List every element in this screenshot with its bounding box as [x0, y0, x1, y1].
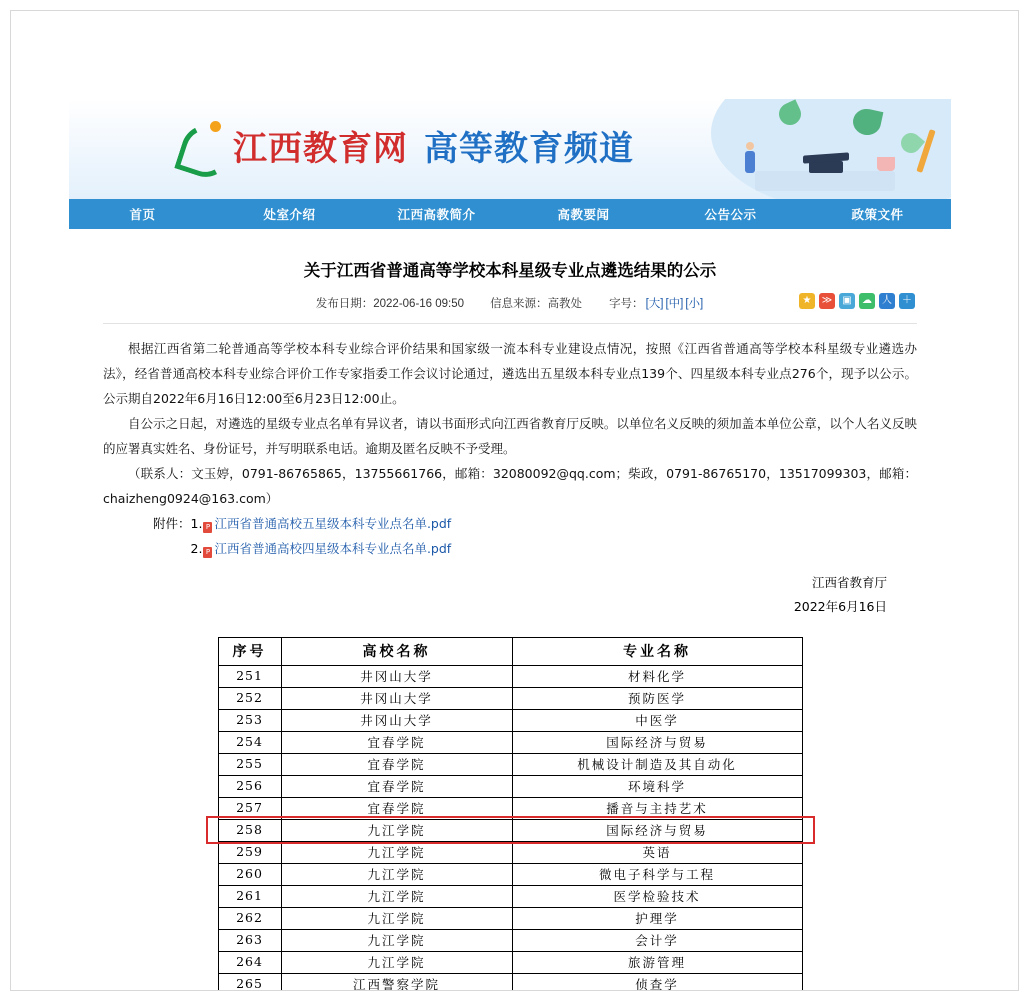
- cell-no: 263: [218, 929, 281, 951]
- nav-home[interactable]: 首页: [129, 208, 156, 222]
- logo-text-red: 江西教育网: [233, 128, 408, 169]
- banner-illustration: [691, 99, 951, 199]
- pdf-icon: P: [203, 522, 212, 533]
- table-row: [218, 841, 802, 863]
- table-row: [218, 885, 802, 907]
- cell-school: 宜春学院: [281, 775, 512, 797]
- cell-no: 256: [218, 775, 281, 797]
- attachments-label: 附件：: [153, 516, 191, 531]
- table-header-row: [218, 637, 802, 665]
- cell-no: 261: [218, 885, 281, 907]
- share-bar: [799, 293, 915, 309]
- article-body: [103, 336, 917, 511]
- cell-major: 旅游管理: [512, 951, 802, 973]
- table-row: [218, 797, 802, 819]
- cell-major: 护理学: [512, 907, 802, 929]
- th-major: 专业名称: [512, 637, 802, 665]
- table-row: [218, 709, 802, 731]
- article: [69, 229, 951, 991]
- th-no: 序号: [218, 637, 281, 665]
- article-meta: [103, 295, 917, 319]
- font-size-small-button[interactable]: [小]: [685, 298, 704, 310]
- cell-school: 九江学院: [281, 951, 512, 973]
- document-page: [10, 10, 1019, 991]
- nav-announcements[interactable]: 公告公示: [704, 208, 757, 222]
- font-size-label: 字号：: [609, 298, 644, 310]
- cell-major: 预防医学: [512, 687, 802, 709]
- th-school: 高校名称: [281, 637, 512, 665]
- meta-divider: [103, 323, 917, 324]
- site-logo[interactable]: [179, 119, 634, 171]
- attachment-2-link[interactable]: 江西省普通高校四星级本科专业点名单.pdf: [214, 541, 452, 556]
- cell-no: 265: [218, 973, 281, 991]
- cell-major: 微电子科学与工程: [512, 863, 802, 885]
- rss-icon[interactable]: ≫: [819, 293, 835, 309]
- site-banner: [69, 99, 951, 199]
- cell-major: 播音与主持艺术: [512, 797, 802, 819]
- cell-major: 国际经济与贸易: [512, 819, 802, 841]
- table-row-highlighted: [218, 819, 802, 841]
- cell-major: 英语: [512, 841, 802, 863]
- cell-school: 江西警察学院: [281, 973, 512, 991]
- main-nav: [69, 199, 951, 229]
- attachment-row-2: [191, 536, 918, 561]
- cell-school: 九江学院: [281, 885, 512, 907]
- cell-school: 九江学院: [281, 819, 512, 841]
- cell-major: 环境科学: [512, 775, 802, 797]
- attachment-row-1: [153, 511, 917, 536]
- website-content: [69, 99, 951, 991]
- cell-major: 机械设计制造及其自动化: [512, 753, 802, 775]
- cell-no: 251: [218, 665, 281, 687]
- table-row: [218, 775, 802, 797]
- cell-no: 254: [218, 731, 281, 753]
- cell-no: 253: [218, 709, 281, 731]
- cell-school: 井冈山大学: [281, 709, 512, 731]
- cell-major: 侦查学: [512, 973, 802, 991]
- cell-no: 258: [218, 819, 281, 841]
- paragraph-2: 自公示之日起，对遴选的星级专业点名单有异议者，请以书面形式向江西省教育厅反映。以单位名义反映的须加盖本单位公章，以个人名义反映的应署真实姓名、身份证号，并写明联系电话。逾期及匿名反映不予受理。: [103, 416, 917, 456]
- publish-date: [316, 295, 464, 311]
- attachment-1-link[interactable]: 江西省普通高校五星级本科专业点名单.pdf: [214, 516, 452, 531]
- cell-major: 医学检验技术: [512, 885, 802, 907]
- cell-no: 260: [218, 863, 281, 885]
- cell-school: 宜春学院: [281, 753, 512, 775]
- source-value: 高教处: [547, 298, 583, 310]
- paragraph-1: 根据江西省第二轮普通高等学校本科专业综合评价结果和国家级一流本科专业建设点情况，按照《江西省普通高等学校本科星级专业遴选办法》，经省普通高校本科专业综合评价工作专家指委工作会议讨论通过，遴选出五星级本科专业点139个、四星级本科专业点276个，现予以公示。公示期自2022年6月16日12:00至6月23日12:00止。: [103, 341, 917, 406]
- majors-table-wrap: [218, 637, 803, 992]
- cell-no: 264: [218, 951, 281, 973]
- publish-date-value: 2022-06-16 09:50: [373, 298, 465, 310]
- cell-no: 257: [218, 797, 281, 819]
- table-row: [218, 687, 802, 709]
- publish-date-label: 发布日期：: [315, 298, 374, 310]
- source: [490, 295, 582, 311]
- cell-no: 255: [218, 753, 281, 775]
- cell-school: 宜春学院: [281, 797, 512, 819]
- cell-major: 会计学: [512, 929, 802, 951]
- cell-no: 262: [218, 907, 281, 929]
- cell-school: 井冈山大学: [281, 687, 512, 709]
- cell-major: 材料化学: [512, 665, 802, 687]
- table-row: [218, 665, 802, 687]
- nav-policy-documents[interactable]: 政策文件: [851, 208, 904, 222]
- source-label: 信息来源：: [490, 298, 548, 310]
- cell-no: 252: [218, 687, 281, 709]
- signature-org: 江西省教育厅: [811, 575, 887, 590]
- favorites-icon[interactable]: ★: [799, 293, 815, 309]
- nav-higher-edu-news[interactable]: 高教要闻: [557, 208, 610, 222]
- cell-school: 九江学院: [281, 929, 512, 951]
- table-row: [218, 951, 802, 973]
- cell-no: 259: [218, 841, 281, 863]
- cell-school: 井冈山大学: [281, 665, 512, 687]
- table-row: [218, 929, 802, 951]
- cell-school: 九江学院: [281, 907, 512, 929]
- attachment-2-index: 2.: [190, 541, 203, 556]
- page-title: 关于江西省普通高等学校本科星级专业点遴选结果的公示: [303, 261, 717, 280]
- font-size-medium-button[interactable]: [中]: [665, 298, 684, 310]
- more-share-icon[interactable]: ＋: [899, 293, 915, 309]
- table-row: [218, 731, 802, 753]
- table-row: [218, 863, 802, 885]
- logo-text-blue: 高等教育频道: [424, 128, 634, 169]
- pdf-icon: P: [203, 547, 212, 558]
- attachment-1-index: 1.: [190, 516, 203, 531]
- cell-school: 九江学院: [281, 863, 512, 885]
- paragraph-3: （联系人：文玉婷，0791-86765865，13755661766，邮箱：32080092@qq.com；柴政，0791-86765170，13517099303，邮箱：chaizheng0924@163.com）: [103, 466, 917, 506]
- font-size-large-button[interactable]: [大]: [645, 298, 664, 310]
- renren-icon[interactable]: 人: [879, 293, 895, 309]
- signature-date: 2022年6月16日: [793, 598, 887, 614]
- nav-jiangxi-higher-edu-intro[interactable]: 江西高教简介: [397, 208, 476, 222]
- weibo-icon[interactable]: ☁: [859, 293, 875, 309]
- table-row: [218, 753, 802, 775]
- cell-major: 中医学: [512, 709, 802, 731]
- table-row: [218, 907, 802, 929]
- attachments: [153, 511, 917, 561]
- table-row: [218, 973, 802, 991]
- weixin-icon[interactable]: ▣: [839, 293, 855, 309]
- nav-department-intro[interactable]: 处室介绍: [263, 208, 316, 222]
- cell-school: 宜春学院: [281, 731, 512, 753]
- majors-table: [218, 637, 803, 992]
- font-size-controls: [608, 295, 704, 311]
- cell-major: 国际经济与贸易: [512, 731, 802, 753]
- jiangxi-education-logo-icon: [179, 119, 225, 171]
- cell-school: 九江学院: [281, 841, 512, 863]
- signature-block: [103, 571, 917, 619]
